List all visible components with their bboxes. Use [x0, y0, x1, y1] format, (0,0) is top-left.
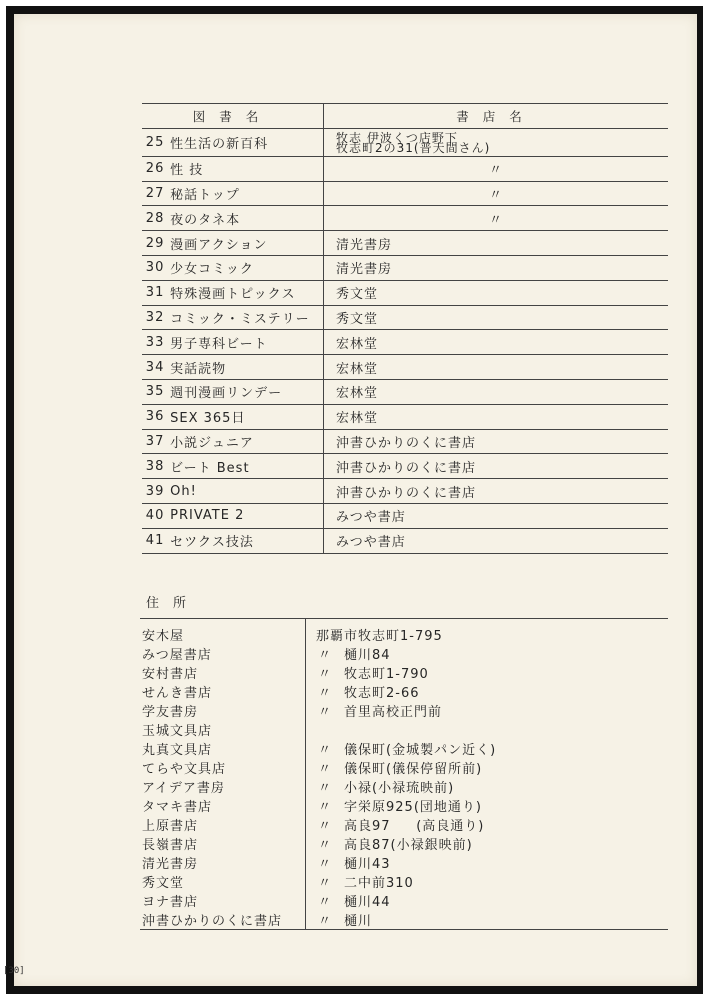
table-row [142, 206, 668, 231]
book-title: 少女コミック [168, 255, 323, 280]
table-row [140, 619, 668, 645]
ditto-mark: 〃 [317, 800, 332, 815]
shop-name: 秀文堂 [140, 872, 306, 891]
store-name: 沖書ひかりのくに書店 [324, 429, 668, 454]
book-title: 週刊漫画リンデー [168, 379, 323, 404]
table-row [140, 834, 668, 853]
book-title: Oh! [168, 479, 323, 504]
book-store-table [142, 103, 668, 554]
header-title: 図書名 [142, 104, 324, 129]
shop-address: 首里高校正門前 [344, 705, 443, 720]
ditto-mark: 〃 [317, 781, 332, 796]
book-title: PRIVATE 2 [168, 503, 323, 528]
table-row [142, 355, 668, 380]
table-row [140, 720, 668, 739]
row-number: 30 [142, 255, 168, 280]
table-row [142, 231, 668, 256]
table-row [140, 758, 668, 777]
table-row [142, 404, 668, 429]
row-number: 36 [142, 404, 168, 429]
store-name: 宏林堂 [324, 330, 668, 355]
shop-name: 安木屋 [140, 619, 306, 645]
table-row [140, 701, 668, 720]
book-title: 夜のタネ本 [168, 206, 323, 231]
shop-name: 玉城文具店 [140, 720, 306, 739]
store-name: 〃 [324, 181, 668, 206]
store-name: 清光書房 [324, 255, 668, 280]
table-row [142, 379, 668, 404]
table-row [142, 128, 668, 156]
shop-address: 樋川44 [344, 895, 391, 910]
ditto-mark: 〃 [317, 743, 332, 758]
store-name [324, 128, 668, 156]
address-table [140, 618, 668, 930]
shop-address: 樋川43 [344, 857, 391, 872]
table-row [140, 891, 668, 910]
table-row [142, 156, 668, 181]
table-row [142, 330, 668, 355]
store-line-1: 牧志 伊波くつ店野下 [336, 131, 458, 146]
table-row [142, 479, 668, 504]
shop-address: 高良97 (高良通り) [344, 819, 485, 834]
store-name: 宏林堂 [324, 355, 668, 380]
shop-address: 樋川84 [344, 648, 391, 663]
table-row [142, 528, 668, 553]
shop-name: 上原書店 [140, 815, 306, 834]
table-row [140, 682, 668, 701]
row-number: 26 [142, 156, 168, 181]
book-title: 性生活の新百科 [168, 128, 323, 156]
ditto-mark [306, 720, 345, 739]
row-number: 32 [142, 305, 168, 330]
table-row [142, 503, 668, 528]
shop-address: 高良87(小禄銀映前) [344, 838, 473, 853]
table-row [140, 644, 668, 663]
ditto-mark: 〃 [317, 667, 332, 682]
ditto-mark: 〃 [317, 895, 332, 910]
table-row [142, 181, 668, 206]
shop-name: みつ屋書店 [140, 644, 306, 663]
store-name: みつや書店 [324, 503, 668, 528]
table-row [140, 872, 668, 891]
ditto-mark: 〃 [317, 838, 332, 853]
ditto-mark: 〃 [317, 914, 332, 929]
store-name: 宏林堂 [324, 379, 668, 404]
table-row [140, 910, 668, 930]
ditto-mark: 〃 [317, 705, 332, 720]
book-title: SEX 365日 [168, 404, 323, 429]
table-row [142, 280, 668, 305]
header-store: 書店名 [324, 104, 668, 129]
shop-name: 清光書房 [140, 853, 306, 872]
book-table-header [142, 104, 668, 129]
shop-address: 儀保町(儀保停留所前) [344, 762, 483, 777]
row-number: 34 [142, 355, 168, 380]
table-row [140, 853, 668, 872]
shop-name: 沖書ひかりのくに書店 [140, 910, 306, 930]
table-row [142, 454, 668, 479]
store-name: 〃 [324, 206, 668, 231]
store-name: 宏林堂 [324, 404, 668, 429]
table-row [142, 305, 668, 330]
shop-name: 学友書房 [140, 701, 306, 720]
table-row [140, 739, 668, 758]
shop-name: ヨナ書店 [140, 891, 306, 910]
row-number: 28 [142, 206, 168, 231]
row-number: 35 [142, 379, 168, 404]
shop-name: 長嶺書店 [140, 834, 306, 853]
book-title: ビート Best [168, 454, 323, 479]
row-number: 40 [142, 503, 168, 528]
ditto-mark: 〃 [317, 648, 332, 663]
store-line-2: 牧志町2の31(普天間さん) [336, 141, 491, 156]
shop-name: タマキ書店 [140, 796, 306, 815]
book-title: 実話読物 [168, 355, 323, 380]
book-title: 秘話トップ [168, 181, 323, 206]
shop-address: 牧志町1-790 [344, 667, 429, 682]
ditto-mark: 〃 [317, 762, 332, 777]
book-title: 特殊漫画トピックス [168, 280, 323, 305]
store-name: 清光書房 [324, 231, 668, 256]
row-number: 37 [142, 429, 168, 454]
book-title: 性 技 [168, 156, 323, 181]
store-name: 秀文堂 [324, 280, 668, 305]
row-number: 39 [142, 479, 168, 504]
row-number: 41 [142, 528, 168, 553]
row-number: 25 [142, 128, 168, 156]
shop-name: せんき書店 [140, 682, 306, 701]
shop-address: 那覇市牧志町1-795 [316, 629, 443, 644]
shop-name: てらや文具店 [140, 758, 306, 777]
table-row [140, 777, 668, 796]
ditto-mark: 〃 [317, 819, 332, 834]
table-row [140, 796, 668, 815]
shop-name: 丸真文具店 [140, 739, 306, 758]
ditto-mark: 〃 [317, 857, 332, 872]
book-title: セツクス技法 [168, 528, 323, 553]
shop-address [344, 720, 668, 739]
store-name: みつや書店 [324, 528, 668, 553]
shop-name: 安村書店 [140, 663, 306, 682]
store-name: 秀文堂 [324, 305, 668, 330]
ditto-mark: 〃 [317, 876, 332, 891]
shop-address: 牧志町2-66 [344, 686, 420, 701]
table-row [140, 663, 668, 682]
book-title: コミック・ミステリー [168, 305, 323, 330]
table-row [142, 255, 668, 280]
ditto-mark: 〃 [317, 686, 332, 701]
store-name: 沖書ひかりのくに書店 [324, 454, 668, 479]
row-number: 31 [142, 280, 168, 305]
table-row [142, 429, 668, 454]
shop-address: 小禄(小禄琉映前) [344, 781, 455, 796]
shop-address: 樋川 [344, 914, 373, 929]
address-heading: 住所 [146, 596, 201, 611]
book-title: 男子専科ビート [168, 330, 323, 355]
row-number: 38 [142, 454, 168, 479]
shop-address: 儀保町(金城製パン近く) [344, 743, 497, 758]
row-number: 27 [142, 181, 168, 206]
shop-address: 字栄原925(団地通り) [344, 800, 482, 815]
shop-name: アイデア書房 [140, 777, 306, 796]
shop-address: 二中前310 [344, 876, 414, 891]
book-title: 小説ジュニア [168, 429, 323, 454]
book-title: 漫画アクション [168, 231, 323, 256]
page-number-note: [30] [3, 966, 25, 976]
store-name: 〃 [324, 156, 668, 181]
row-number: 33 [142, 330, 168, 355]
row-number: 29 [142, 231, 168, 256]
table-row [140, 815, 668, 834]
store-name: 沖書ひかりのくに書店 [324, 479, 668, 504]
